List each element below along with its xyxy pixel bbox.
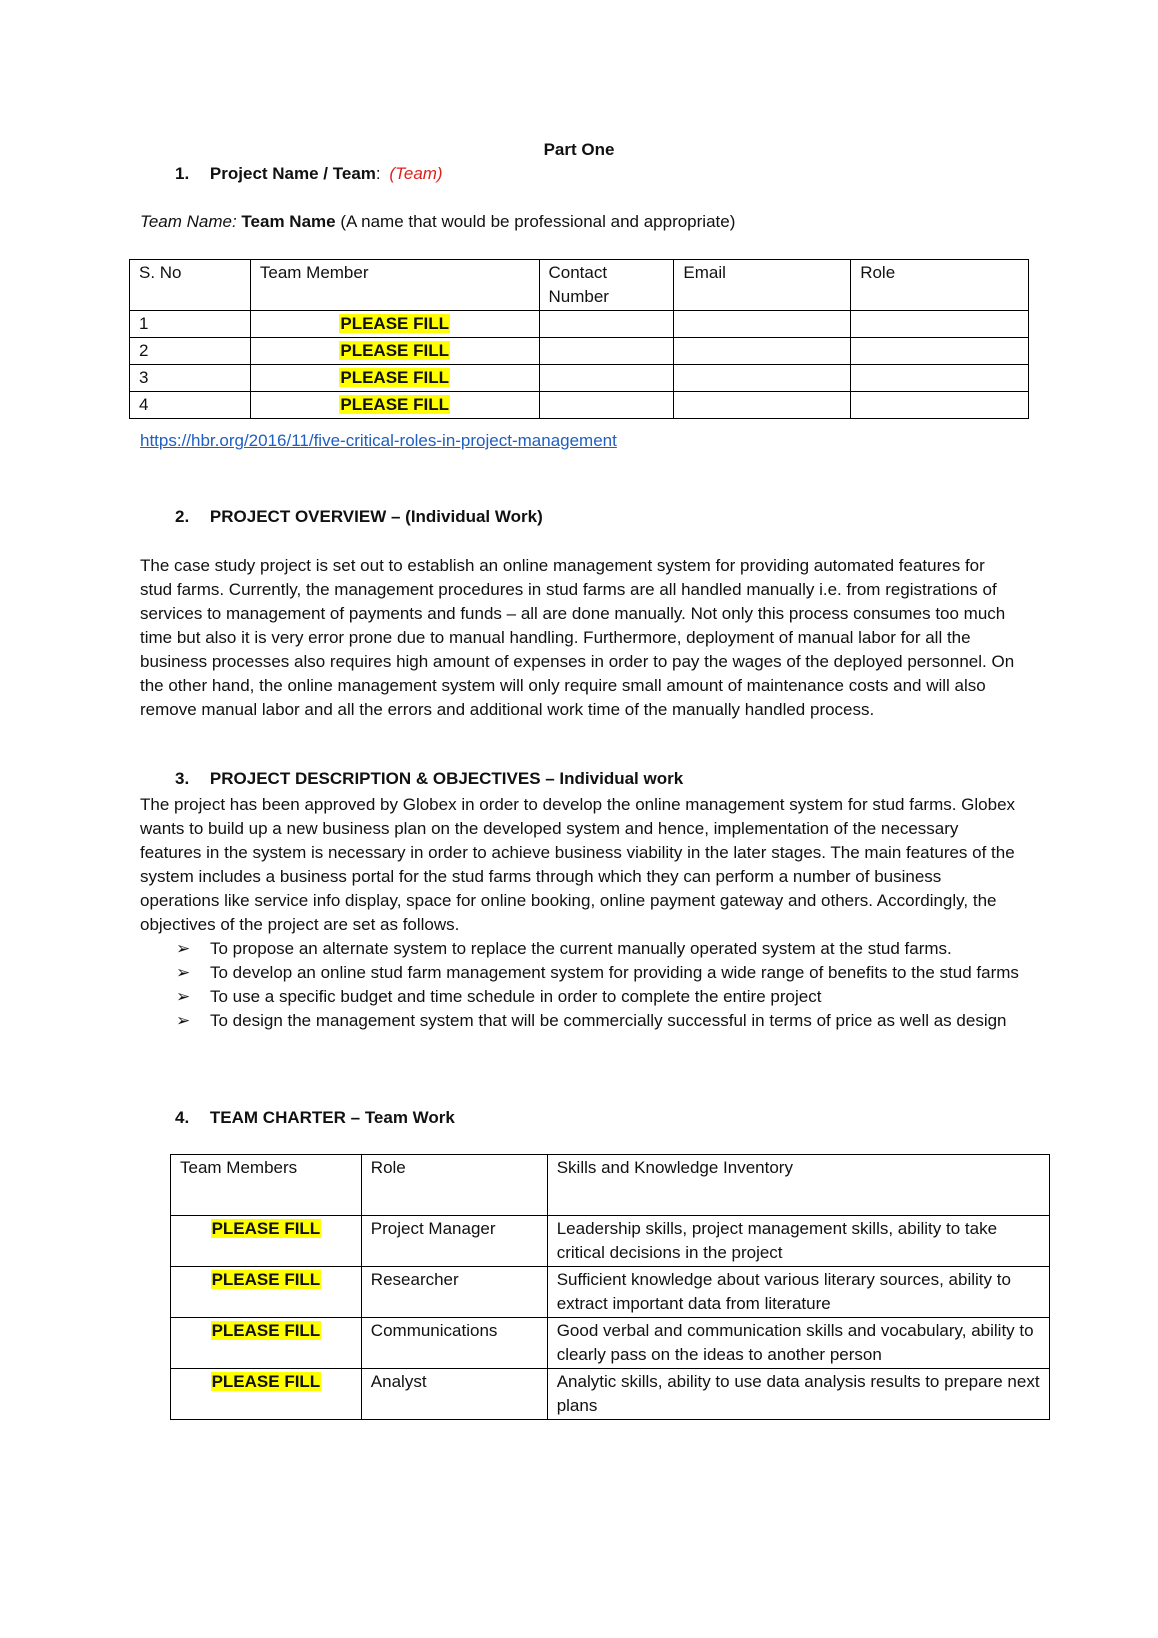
cell-email[interactable] [674, 392, 851, 419]
arrow-bullet-icon: ➢ [176, 1011, 191, 1030]
table-row [130, 392, 1029, 419]
section4-heading [175, 1108, 455, 1128]
cell-contact[interactable] [539, 392, 674, 419]
section1-heading [175, 164, 443, 184]
table-row [130, 365, 1029, 392]
table-row [171, 1369, 1050, 1420]
cell-role[interactable] [851, 338, 1029, 365]
table-row [130, 311, 1029, 338]
list-item [140, 961, 1020, 985]
section2-number: 2. [175, 507, 190, 526]
team-members-table [129, 259, 1029, 419]
arrow-bullet-icon: ➢ [176, 939, 191, 958]
objective-text: To propose an alternate system to replace the current manually operated system at the stud farms. [210, 939, 952, 958]
cell-skills: Sufficient knowledge about various literary sources, ability to extract important data from literature [547, 1267, 1049, 1318]
cell-role: Project Manager [361, 1216, 547, 1267]
objective-text: To design the management system that will be commercially successful in terms of price as well as design [210, 1011, 1007, 1030]
list-item [140, 985, 1020, 1009]
team-name-line [140, 212, 735, 232]
objective-text: To develop an online stud farm management system for providing a wide range of benefits to the stud farms [210, 963, 1019, 982]
section3-title: PROJECT DESCRIPTION & OBJECTIVES – Individual work [209, 769, 684, 788]
team-name-prefix: Team Name: [140, 212, 237, 231]
header-team-member: Team Member [250, 260, 539, 311]
objective-text: To use a specific budget and time schedule in order to complete the entire project [210, 987, 822, 1006]
cell-member: PLEASE FILL [340, 341, 449, 360]
list-item [140, 1009, 1020, 1033]
cell-sno: 2 [130, 338, 251, 365]
cell-email[interactable] [674, 338, 851, 365]
cell-skills: Analytic skills, ability to use data analysis results to prepare next plans [547, 1369, 1049, 1420]
section1-number: 1. [175, 164, 190, 183]
cell-member: PLEASE FILL [340, 395, 449, 414]
table-row [171, 1318, 1050, 1369]
table-row [130, 338, 1029, 365]
cell-skills: Good verbal and communication skills and vocabulary, ability to clearly pass on the ideas to another person [547, 1318, 1049, 1369]
list-item [140, 937, 1020, 961]
cell-sno: 4 [130, 392, 251, 419]
section2-heading [175, 507, 543, 527]
cell-role[interactable] [851, 392, 1029, 419]
cell-role[interactable] [851, 365, 1029, 392]
cell-member: PLEASE FILL [340, 314, 449, 333]
cell-member: PLEASE FILL [211, 1321, 321, 1340]
header-team-members: Team Members [171, 1155, 362, 1216]
section4-title: TEAM CHARTER – Team Work [209, 1108, 455, 1127]
section1-placeholder: (Team) [389, 164, 443, 183]
table-header-row [130, 260, 1029, 311]
cell-role[interactable] [851, 311, 1029, 338]
part-title: Part One [543, 140, 615, 159]
cell-email[interactable] [674, 365, 851, 392]
objectives-list [140, 937, 1020, 1033]
cell-role: Researcher [361, 1267, 547, 1318]
cell-email[interactable] [674, 311, 851, 338]
arrow-bullet-icon: ➢ [176, 987, 191, 1006]
cell-member: PLEASE FILL [340, 368, 449, 387]
cell-sno: 1 [130, 311, 251, 338]
cell-contact[interactable] [539, 365, 674, 392]
cell-member: PLEASE FILL [211, 1270, 321, 1289]
cell-role: Analyst [361, 1369, 547, 1420]
section2-body: The case study project is set out to establish an online management system for providing automated features for stud farms. Currently, the management procedures in stud farms are all handled manually i.e. from registrations of services to management of payments and funds – all are done manually. Not only this process consumes too much time but also it is very error prone due to manual handling. Furthermore, deployment of manual labor for all the business processes also requires high amount of expenses in order to pay the wages of the deployed personnel. On the other hand, the online management system will only require small amount of maintenance costs and will also remove manual labor and all the errors and additional work time of the manually handled process. [140, 556, 1015, 719]
cell-member: PLEASE FILL [211, 1372, 321, 1391]
team-name-value: Team Name [241, 212, 336, 231]
team-name-note: (A name that would be professional and appropriate) [340, 212, 736, 231]
table-header-row [171, 1155, 1050, 1216]
cell-contact[interactable] [539, 338, 674, 365]
header-skills: Skills and Knowledge Inventory [547, 1155, 1049, 1216]
cell-skills: Leadership skills, project management skills, ability to take critical decisions in the project [547, 1216, 1049, 1267]
section1-colon: : [375, 164, 381, 183]
cell-contact[interactable] [539, 311, 674, 338]
section3-heading [175, 769, 683, 789]
header-contact-number: Contact Number [539, 260, 674, 311]
header-role: Role [361, 1155, 547, 1216]
cell-sno: 3 [130, 365, 251, 392]
section2-title: PROJECT OVERVIEW – (Individual Work) [209, 507, 543, 526]
team-charter-table [170, 1154, 1050, 1420]
cell-role: Communications [361, 1318, 547, 1369]
header-role: Role [851, 260, 1029, 311]
section4-number: 4. [175, 1108, 190, 1127]
table-row [171, 1267, 1050, 1318]
hbr-link[interactable]: https://hbr.org/2016/11/five-critical-roles-in-project-management [140, 431, 617, 450]
header-sno: S. No [130, 260, 251, 311]
section1-label: Project Name / Team [209, 164, 376, 183]
section3-number: 3. [175, 769, 190, 788]
cell-member: PLEASE FILL [211, 1219, 321, 1238]
header-email: Email [674, 260, 851, 311]
arrow-bullet-icon: ➢ [176, 963, 191, 982]
section3-body: The project has been approved by Globex in order to develop the online management system for stud farms. Globex wants to build up a new business plan on the developed system and hence, implementation of the necessary features in the system is necessary in order to achieve business viability in the later stages. The main features of the system includes a business portal for the stud farms through which they can perform a number of business operations like service info display, space for online booking, online payment gateway and others. Accordingly, the objectives of the project are set as follows. [140, 795, 1016, 934]
table-row [171, 1216, 1050, 1267]
